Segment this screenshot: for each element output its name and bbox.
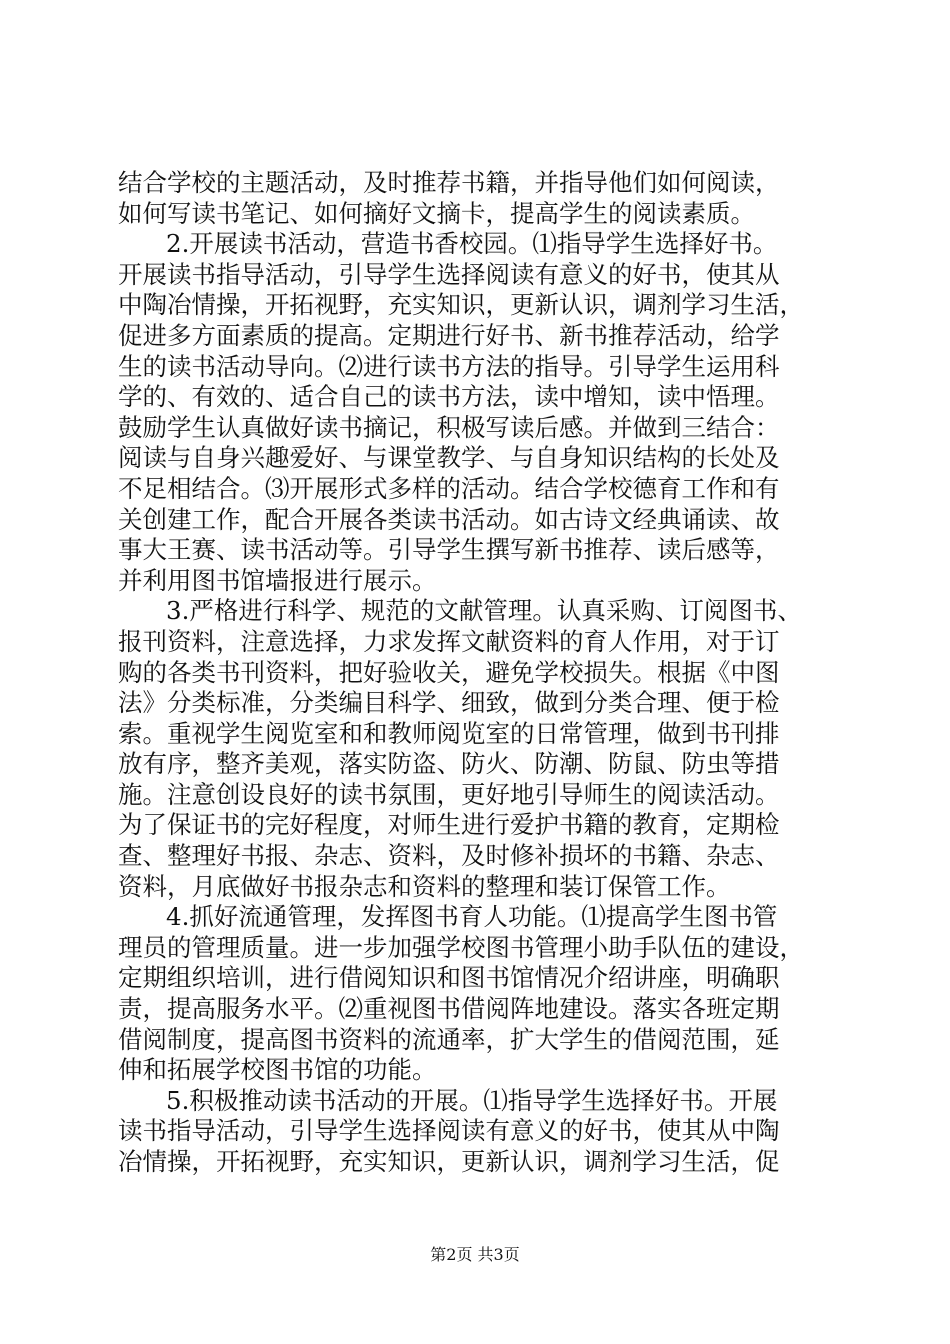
body-text-line: 报刊资料，注意选择，力求发挥文献资料的育人作用，对于订 [118,626,780,656]
body-text-line: 冶情操，开拓视野，充实知识，更新认识，调剂学习生活，促 [118,1147,780,1176]
body-text-line: 中陶冶情操，开拓视野，充实知识，更新认识，调剂学习生活， [118,290,804,320]
body-text-line: 责，提高服务水平。⑵重视图书借阅阵地建设。落实各班定期 [118,994,780,1024]
body-text-line: 促进多方面素质的提高。定期进行好书、新书推荐活动，给学 [118,320,780,350]
body-text-line: 2.开展读书活动，营造书香校园。⑴指导学生选择好书。 [166,229,778,259]
body-text-line: 为了保证书的完好程度，对师生进行爱护书籍的教育，定期检 [118,810,780,840]
body-text-line: 读书指导活动，引导学生选择阅读有意义的好书，使其从中陶 [118,1116,780,1146]
body-text-line: 施。注意创设良好的读书氛围，更好地引导师生的阅读活动。 [118,779,780,809]
body-text-line: 事大王赛、读书活动等。引导学生撰写新书推荐、读后感等， [118,535,780,565]
body-text-line: 伸和拓展学校图书馆的功能。 [118,1055,437,1085]
body-text-line: 开展读书指导活动，引导学生选择阅读有意义的好书，使其从 [118,259,780,289]
document-body [118,168,838,1178]
body-text-line: 查、整理好书报、杂志、资料，及时修补损坏的书籍、杂志、 [118,841,780,871]
body-text-line: 索。重视学生阅览室和和教师阅览室的日常管理，做到书刊排 [118,718,780,748]
body-text-line: 结合学校的主题活动，及时推荐书籍，并指导他们如何阅读， [118,168,780,197]
body-text-line: 生的读书活动导向。⑵进行读书方法的指导。引导学生运用科 [118,351,780,381]
page-footer: 第2页 共3页 [430,1245,520,1264]
body-text-line: 购的各类书刊资料，把好验收关，避免学校损失。根据《中图 [118,657,780,687]
body-text-line: 理员的管理质量。进一步加强学校图书管理小助手队伍的建设， [118,932,804,962]
body-text-line: 不足相结合。⑶开展形式多样的活动。结合学校德育工作和有 [118,473,780,503]
body-text-line: 定期组织培训，进行借阅知识和图书馆情况介绍讲座，明确职 [118,963,780,993]
body-text-line: 关创建工作，配合开展各类读书活动。如古诗文经典诵读、故 [118,504,780,534]
body-text-line: 阅读与自身兴趣爱好、与课堂教学、与自身知识结构的长处及 [118,443,780,473]
body-text-line: 并利用图书馆墙报进行展示。 [118,565,437,595]
body-text-line: 如何写读书笔记、如何摘好文摘卡，提高学生的阅读素质。 [118,198,755,228]
body-text-line: 放有序，整齐美观，落实防盗、防火、防潮、防鼠、防虫等措 [118,749,780,779]
body-text-line: 5.积极推动读书活动的开展。⑴指导学生选择好书。开展 [166,1085,778,1115]
body-text-line: 4.抓好流通管理，发挥图书育人功能。⑴提高学生图书管 [166,902,778,932]
body-text-line: 资料，月底做好书报杂志和资料的整理和装订保管工作。 [118,871,731,901]
body-text-line: 法》分类标准，分类编目科学、细致，做到分类合理、便于检 [118,688,780,718]
body-text-line: 学的、有效的、适合自己的读书方法，读中增知，读中悟理。 [118,382,780,412]
body-text-line: 借阅制度，提高图书资料的流通率，扩大学生的借阅范围，延 [118,1024,780,1054]
body-text-line: 3.严格进行科学、规范的文献管理。认真采购、订阅图书、 [166,596,802,626]
body-text-line: 鼓励学生认真做好读书摘记，积极写读后感。并做到三结合： [118,412,780,442]
